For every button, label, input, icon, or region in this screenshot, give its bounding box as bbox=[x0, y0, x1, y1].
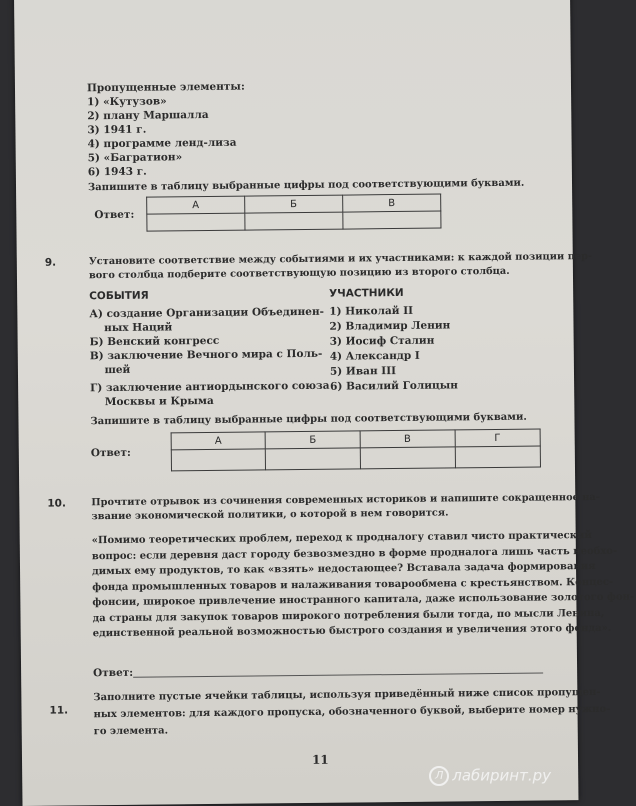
list-item: 5) «Багратион» bbox=[87, 151, 183, 165]
question-line: ных элементов: для каждого пропуска, обозначенного буквой, выберите номер нужно- bbox=[93, 703, 611, 721]
quote-line: единственной реальной возможностью быстрого создания и увеличения этого фонда». bbox=[92, 622, 612, 640]
watermark-text: лабиринт.ру bbox=[452, 766, 551, 785]
answer-cell[interactable] bbox=[455, 446, 541, 468]
answer-label: Ответ: bbox=[94, 208, 135, 222]
answer-label: Ответ: bbox=[90, 446, 131, 460]
page-number: 11 bbox=[311, 752, 329, 767]
question-text: вого столбца подберите соответствующую позицию из второго столбца. bbox=[88, 265, 510, 282]
column-header: В bbox=[342, 194, 440, 212]
answer-cell[interactable] bbox=[266, 448, 361, 470]
list-item: 2) Владимир Ленин bbox=[329, 319, 451, 333]
instruction-text: Запишите в таблицу выбранные цифры под соответствующими буквами. bbox=[87, 177, 525, 194]
list-item: 6) 1943 г. bbox=[87, 165, 147, 179]
column-header: А bbox=[171, 432, 265, 450]
column-header: Б bbox=[265, 431, 360, 449]
missing-elements-heading: Пропущенные элементы: bbox=[86, 80, 245, 95]
quote-line: «Помимо теоретических проблем, переход к продналогу ставил чисто практический bbox=[91, 529, 592, 547]
list-item: Москвы и Крыма bbox=[90, 394, 214, 409]
list-item: ных Наций bbox=[89, 321, 173, 335]
list-item: 3) 1941 г. bbox=[87, 123, 147, 137]
list-item: 6) Василий Голицын bbox=[330, 379, 459, 393]
quote-line: фонда промышленных товаров и налаживания товарообмена с крестьянством. Концес- bbox=[92, 576, 614, 593]
answer-cell[interactable] bbox=[360, 447, 455, 469]
list-item: 1) «Кутузов» bbox=[87, 95, 167, 109]
watermark-logo bbox=[429, 766, 551, 786]
question-number: 10. bbox=[47, 497, 67, 510]
instruction-text: Запишите в таблицу выбранные цифры под соответствующими буквами. bbox=[90, 411, 527, 428]
question-number: 9. bbox=[44, 256, 57, 269]
quote-line: фонсии, широкое привлечение иностранного капитала, даже использование золотого фон- bbox=[92, 591, 635, 609]
answer-cell[interactable] bbox=[171, 449, 265, 471]
column-header: А bbox=[147, 196, 245, 214]
participants-list bbox=[329, 303, 458, 394]
question-line: го элемента. bbox=[93, 725, 169, 738]
answer-line[interactable] bbox=[133, 672, 543, 677]
column-header: Г bbox=[455, 429, 541, 447]
list-item: шей bbox=[89, 363, 131, 377]
question-text bbox=[93, 684, 610, 740]
missing-elements-list bbox=[87, 94, 237, 180]
events-header: СОБЫТИЯ bbox=[89, 289, 149, 303]
answer-label: Ответ: bbox=[93, 666, 134, 680]
participants-header: УЧАСТНИКИ bbox=[329, 286, 404, 300]
question-text: Установите соответствие между событиями и их участниками: к каждой позиции пер- bbox=[88, 250, 593, 268]
list-item: А) создание Организации Объединен- bbox=[89, 305, 325, 321]
events-list bbox=[89, 305, 329, 410]
list-item: Г) заключение антиордынского союза bbox=[90, 379, 330, 395]
column-header: Б bbox=[244, 195, 342, 213]
question-line: Заполните пустые ячейки таблицы, используя приведённый ниже список пропущен- bbox=[93, 686, 601, 704]
quote-line: да страны для закупок товаров широкого потребления были тогда, по мысли Ленина, bbox=[92, 607, 605, 624]
quote-block bbox=[92, 528, 635, 642]
question-text: Прочтите отрывок из сочинения современных историков и напишите сокращенное на- bbox=[91, 491, 600, 509]
list-item: 1) Николай II bbox=[329, 304, 414, 318]
list-item: 4) программе ленд-лиза bbox=[87, 136, 237, 151]
list-item: 5) Иван III bbox=[329, 365, 397, 378]
labirint-icon: Л bbox=[429, 766, 449, 786]
answer-table bbox=[171, 429, 541, 472]
workbook-page bbox=[14, 0, 635, 806]
quote-line: димых ему продуктов, то как «взять» недостающее? Вставала задача формирования bbox=[91, 560, 596, 578]
quote-line: вопрос: если деревня даст городу безвозмездно в форме продналога лишь часть необхо- bbox=[91, 545, 618, 562]
column-header: В bbox=[360, 430, 455, 448]
answer-cell[interactable] bbox=[343, 211, 441, 229]
question-text: звание экономической политики, о которой в нем говорится. bbox=[91, 507, 449, 523]
question-number: 11. bbox=[49, 704, 69, 717]
list-item: 4) Александр I bbox=[329, 349, 420, 363]
list-item: В) заключение Вечного мира с Поль- bbox=[89, 347, 323, 363]
list-item: 3) Иосиф Сталин bbox=[329, 334, 435, 348]
answer-cell[interactable] bbox=[245, 212, 343, 230]
list-item: Б) Венский конгресс bbox=[89, 334, 220, 349]
answer-table bbox=[146, 194, 441, 232]
answer-cell[interactable] bbox=[147, 213, 245, 231]
list-item: 2) плану Маршалла bbox=[87, 108, 209, 123]
